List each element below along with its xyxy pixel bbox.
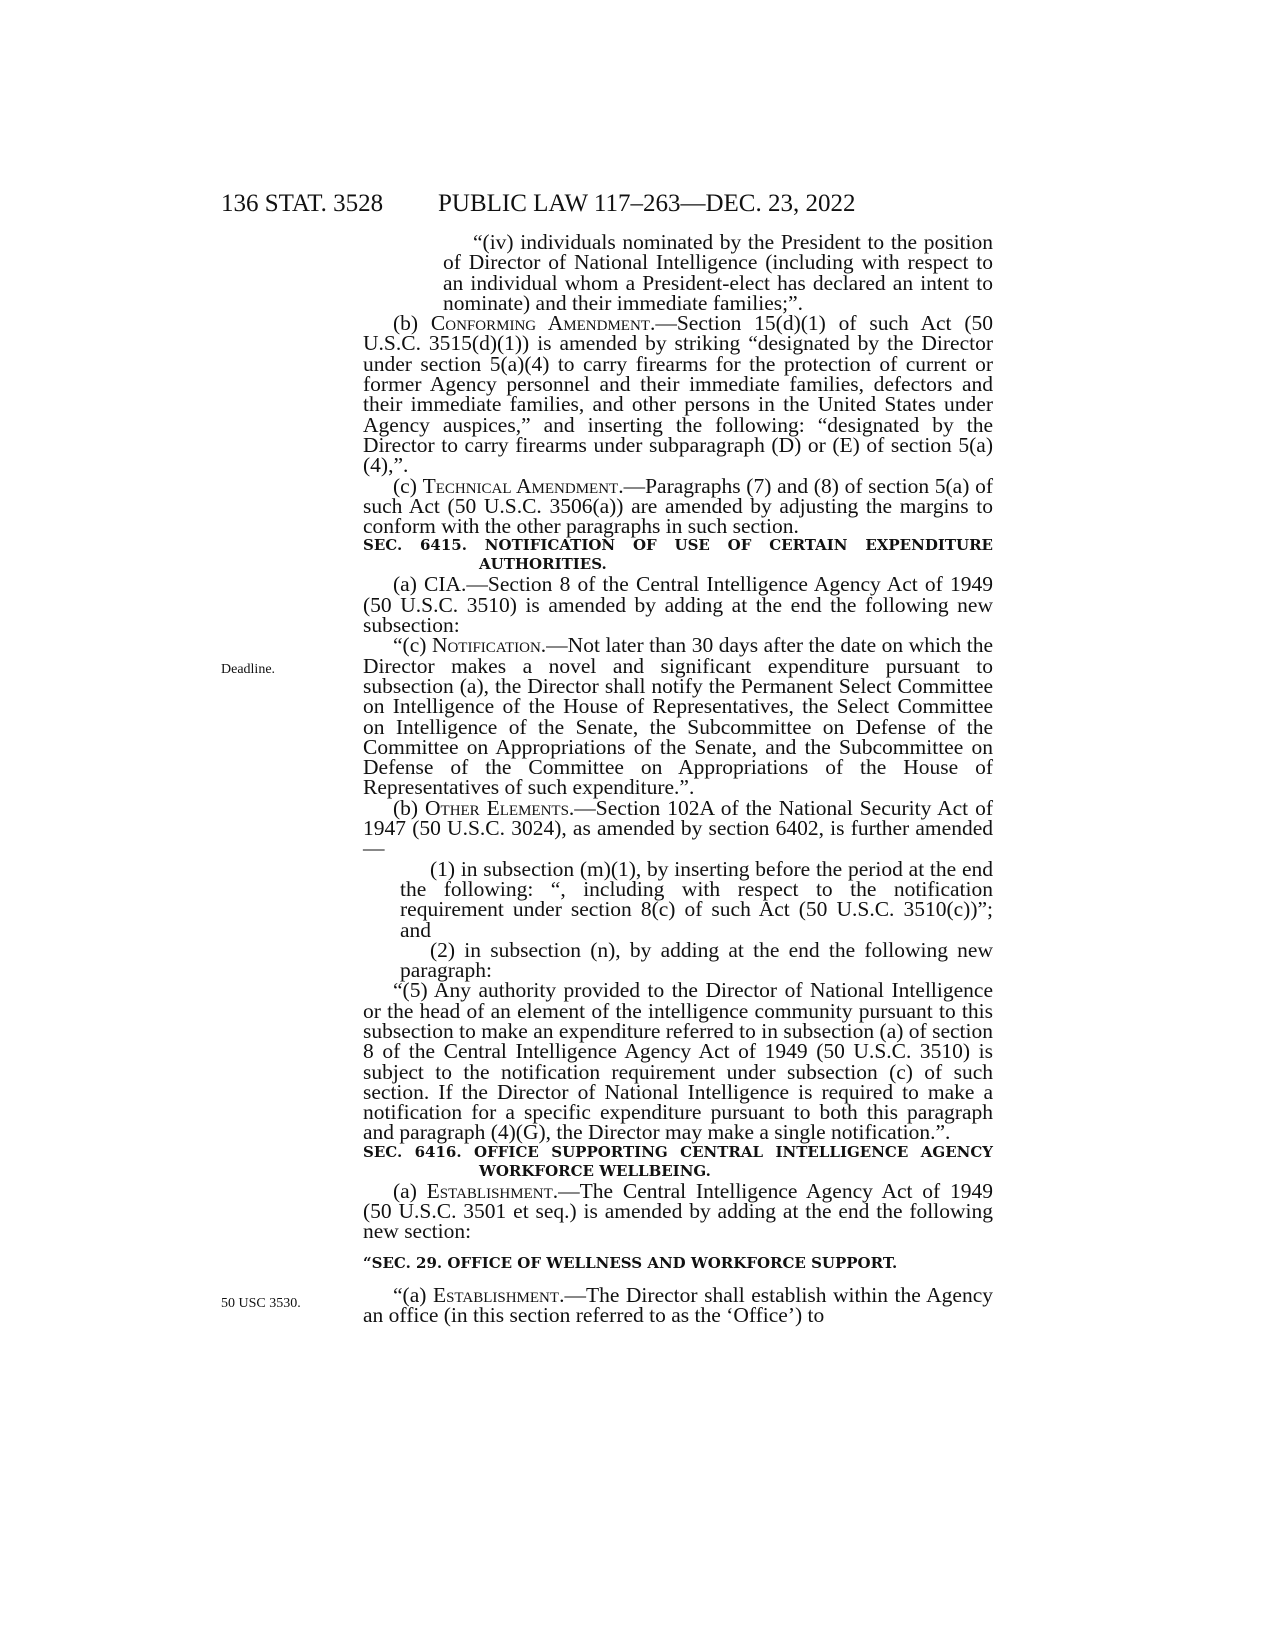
c-heading: Technical Amendment [422, 473, 619, 498]
s6a-prefix: (a) [393, 1178, 427, 1203]
subsection-c-technical [363, 473, 993, 539]
sb-heading: Other Elements [425, 795, 569, 820]
qc-heading: Notification [431, 633, 541, 658]
s29a-heading: Establishment [432, 1282, 560, 1307]
sec6415-paragraph-1: (1) in subsection (m)(1), by inserting before the period at the end the following: “, including with respect to the notification requirement under section 8(c) of such Act (50 U.S.C. 3510(c))”; and [400, 856, 993, 942]
sb-prefix: (b) [393, 795, 425, 820]
margin-note-deadline: Deadline. [221, 662, 276, 677]
sec6416-a [363, 1178, 993, 1244]
b-prefix: (b) [393, 311, 431, 336]
margin-note-usc: 50 USC 3530. [221, 1296, 301, 1311]
sb-text: .—Section 102A of the National Security Act of 1947 (50 U.S.C. 3024), as amended by section 6402, is further amended— [363, 795, 993, 861]
text-column [363, 232, 993, 1325]
sec6415-b [363, 795, 993, 861]
qc-text: .—Not later than 30 days after the date on which the Director makes a novel and significant expenditure pursuant to subsection (a), the Director shall notify the Permanent Select Committee on Intelligence of the House of Representatives, the Select Committee on Intelligence of the Senate, the Subcommittee on Defense of the Committee on Appropriations of the Senate, and the Subcommittee on Defense of the Committee on Appropriations of the House of Representatives of such expenditure.”. [363, 633, 994, 800]
sec6415-paragraph-2: (2) in subsection (n), by adding at the end the following new paragraph: [400, 937, 993, 983]
section-29-heading: “SEC. 29. OFFICE OF WELLNESS AND WORKFORCE SUPPORT. [363, 1253, 898, 1272]
s29a-prefix: “(a) [393, 1282, 433, 1307]
s29a-text: .—The Director shall establish within the Agency an office (in this section referred to as the ‘Office’) to [363, 1282, 993, 1327]
qc-prefix: “(c) [393, 633, 432, 658]
c-prefix: (c) [393, 473, 423, 498]
sec6415-quoted-c [363, 633, 994, 800]
section-6416-heading: SEC. 6416. OFFICE SUPPORTING CENTRAL INTELLIGENCE AGENCY WORKFORCE WELLBEING. [363, 1142, 993, 1180]
subsection-b-conforming [363, 311, 993, 478]
clause-iv: “(iv) individuals nominated by the President to the position of Director of National Intelligence (including with respect to an individual whom a President-elect has declared an intent to nominate) and their immediate families;”. [443, 230, 993, 315]
b-text: .—Section 15(d)(1) of such Act (50 U.S.C. 3515(d)(1)) is amended by striking “designated by the Director under section 5(a)(4) to carry firearms for the protection of current or former Agency personnel and their immediate families, defectors and their immediate families, and other persons in the United States under Agency auspices,” and inserting the following: “designated by the Director to carry firearms under subparagraph (D) or (E) of section 5(a)(4),”. [363, 311, 993, 478]
b-heading: Conforming Amendment [430, 311, 650, 336]
sec6415-quoted-paragraph-5: “(5) Any authority provided to the Director of National Intelligence or the head of an element of the intelligence community pursuant to this subsection to make an expenditure referred to in subsection (a) of section 8 of the Central Intelligence Agency Act of 1949 (50 U.S.C. 3510) is subject to the notification requirement under subsection (c) of such section. If the Director of National Intelligence is required to make a notification for a specific expenditure pursuant to both this paragraph and paragraph (4)(G), the Director may make a single notification.”. [363, 978, 993, 1145]
c-text: .—Paragraphs (7) and (8) of section 5(a) of such Act (50 U.S.C. 3506(a)) are amended by adjusting the margins to conform with the other paragraphs in such section. [363, 473, 993, 539]
page-stat-citation: 136 STAT. 3528 [221, 190, 384, 217]
s6a-heading: Establishment [426, 1178, 553, 1203]
running-header: PUBLIC LAW 117–263—DEC. 23, 2022 [438, 190, 856, 217]
s6a-text: .—The Central Intelligence Agency Act of 1949 (50 U.S.C. 3501 et seq.) is amended by adding at the end the following new section: [363, 1178, 993, 1244]
sec6415-a: (a) CIA.—Section 8 of the Central Intelligence Agency Act of 1949 (50 U.S.C. 3510) is amended by adding at the end the following new subsection: [363, 572, 993, 638]
sec29-a [363, 1282, 993, 1327]
section-6415-heading: SEC. 6415. NOTIFICATION OF USE OF CERTAIN EXPENDITURE AUTHORITIES. [363, 536, 993, 574]
